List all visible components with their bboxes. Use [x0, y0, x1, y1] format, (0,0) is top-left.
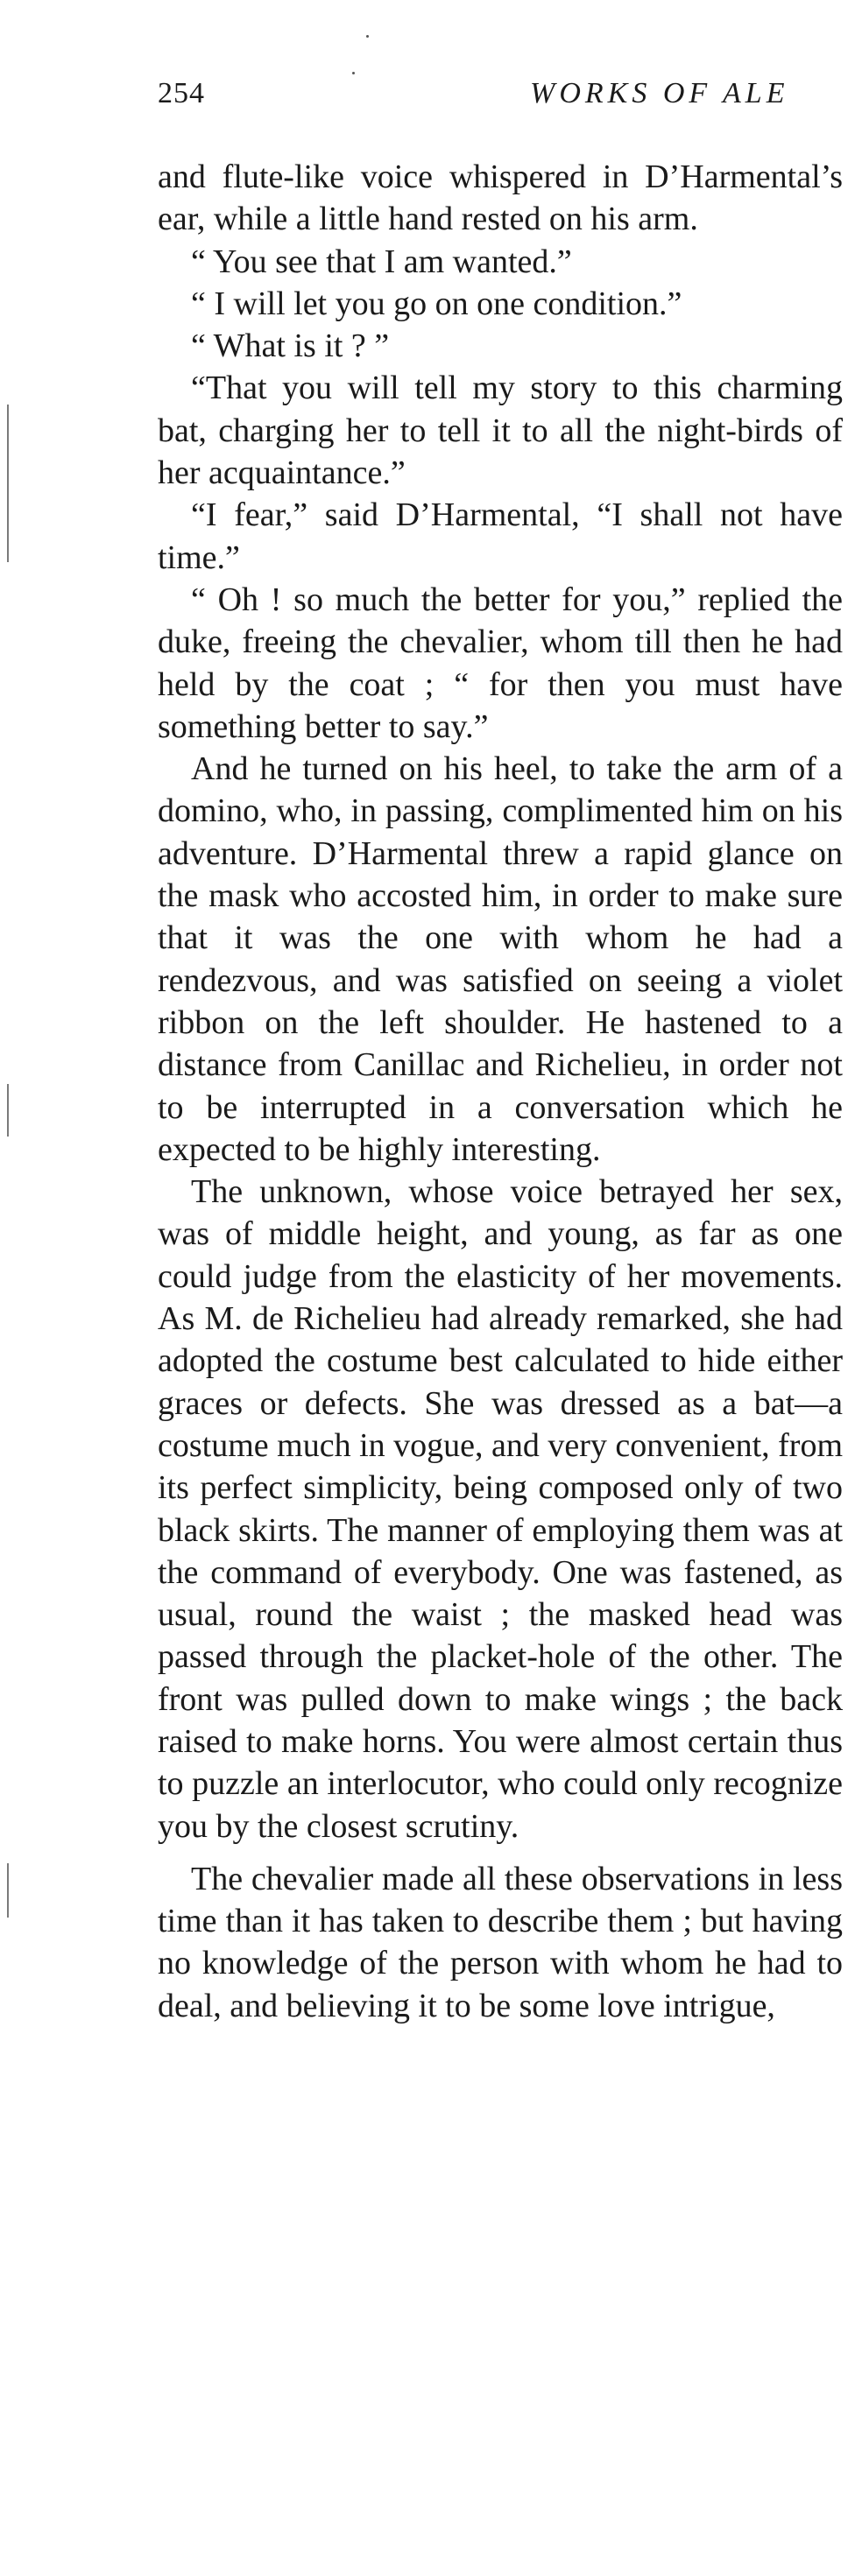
paragraph: And he turned on his heel, to take the arm of a domino, who, in passing, complimented him on his adventure. D’Harmental threw a rapid glance on the mask who accosted him, in order to make sure that it was the one with whom he had a rendezvous, and was satisfied on seeing a violet ribbon on the left shoulder. He hastened to a distance from Canillac and Richelieu, in order not to be interrupted in a conversation which he expected to be highly interesting. [158, 750, 843, 1168]
margin-scan-mark [7, 405, 9, 562]
paragraph: “ I will let you go on one condition.” [191, 285, 682, 322]
body-text [158, 156, 843, 2027]
page-header [158, 77, 862, 121]
paragraph: “That you will tell my story to this charming bat, charging her to tell it to all the night-birds of her acquaintance.” [158, 370, 843, 492]
scan-speck [366, 35, 369, 38]
running-head: WORKS OF ALE [530, 77, 789, 109]
paragraph: “ What is it ? ” [191, 327, 390, 365]
paragraph: The unknown, whose voice betrayed her sex, was of middle height, and young, as far as one could judge from the elasticity of her movements. As M. de Richelieu had already remarked, she had adopted the costume best calculated to hide either graces or defects. She was dressed as a bat—a costume much in vogue, and very convenient, from its perfect simplicity, being composed only of two black skirts. The manner of employing them was at the command of everybody. One was fastened, as usual, round the waist ; the masked head was passed through the placket-hole of the other. The front was pulled down to make wings ; the back raised to make horns. You were almost certain thus to puzzle an interlocutor, who could only recognize you by the closest scrutiny. [158, 1173, 843, 1845]
paragraph: “I fear,” said D’Harmental, “I shall not have time.” [158, 496, 843, 576]
margin-scan-mark [7, 1084, 9, 1137]
paragraph: “ You see that I am wanted.” [191, 243, 572, 280]
paragraph: “ Oh ! so much the better for you,” replied the duke, freeing the chevalier, whom till then he had held by the coat ; “ for then you must have something better to say.” [158, 581, 843, 745]
scan-speck [352, 72, 355, 74]
paragraph: and flute-like voice whispered in D’Harmental’s ear, while a little hand rested on his arm. [158, 158, 843, 238]
page-number: 254 [158, 77, 205, 109]
margin-scan-mark [7, 1863, 9, 1918]
paragraph: The chevalier made all these observations in less time than it has taken to describe them ; but having no knowledge of the person with whom he had to deal, and believing it to be some love intrigue, [158, 1860, 843, 2024]
